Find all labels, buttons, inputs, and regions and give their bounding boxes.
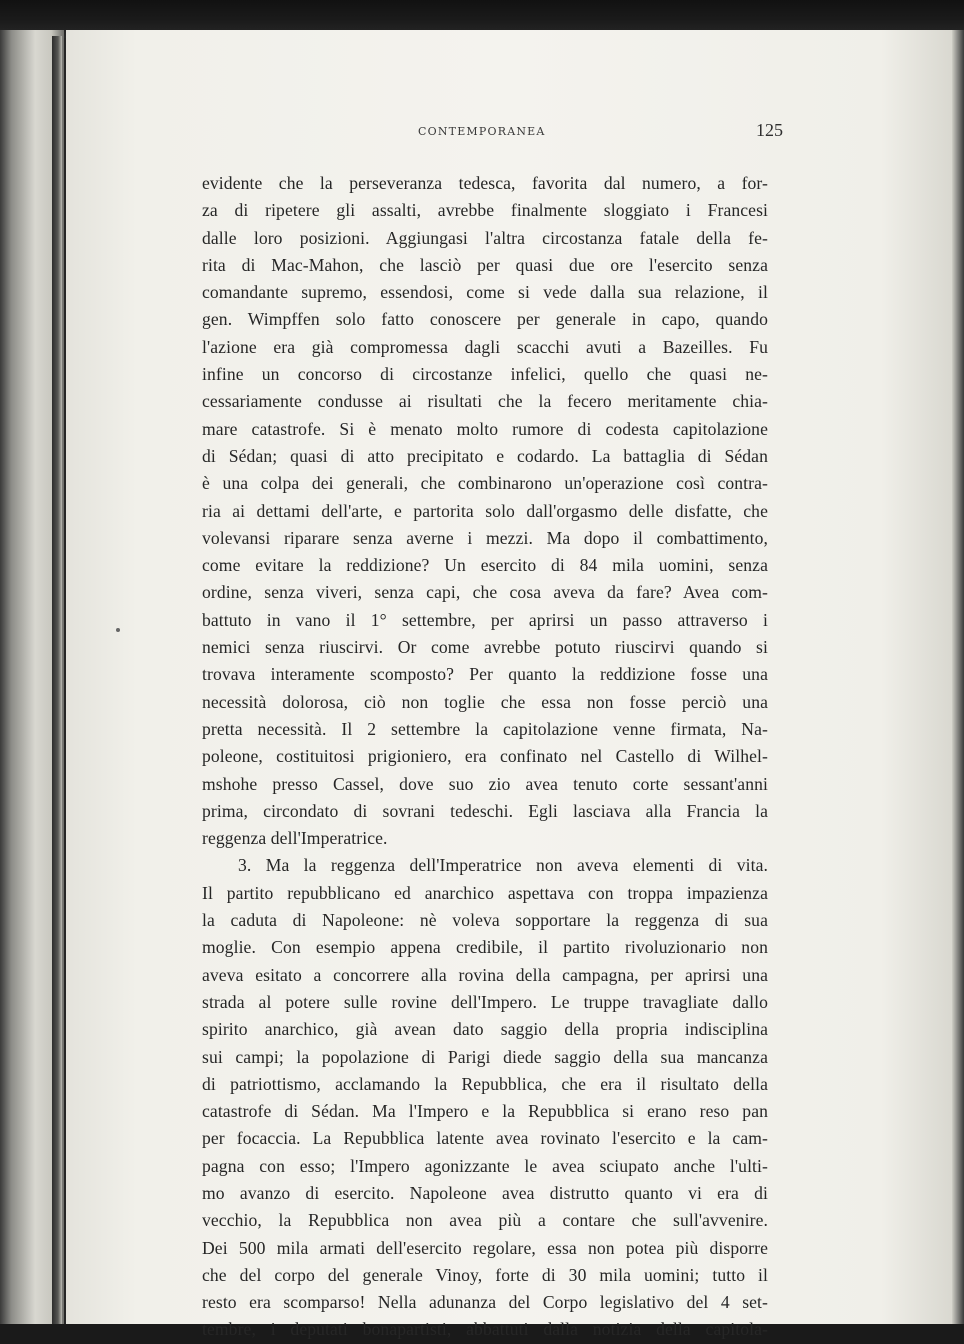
text-line: reggenza dell'Imperatrice. (202, 828, 388, 849)
text-line: vecchio, la Repubblica non avea più a contare che sull'avvenire. (202, 1210, 768, 1231)
text-line: 3. Ma la reggenza dell'Imperatrice non aveva elementi di vita. (238, 855, 768, 876)
text-line: per focaccia. La Repubblica latente avea rovinato l'esercito e la cam- (202, 1128, 768, 1149)
text-line: strada al potere sulle rovine dell'Impero. Le truppe travagliate dallo (202, 991, 768, 1012)
text-line: come evitare la reddizione? Un esercito di 84 mila uomini, senza (202, 555, 768, 576)
text-line: za di ripetere gli assalti, avrebbe finalmente sloggiato i Francesi (202, 200, 768, 221)
text-line: necessità dolorosa, ciò non toglie che essa non fosse perciò una (202, 691, 768, 712)
running-head: CONTEMPORANEA (418, 125, 546, 138)
text-line: pagna con esso; l'Impero agonizzante le avea sciupato anche l'ulti- (202, 1155, 768, 1176)
text-line: volevansi riparare senza averne i mezzi. Ma dopo il combattimento, (202, 527, 768, 548)
text-line: gen. Wimpffen solo fatto conoscere per generale in capo, quando (202, 309, 768, 330)
text-line: di patriottismo, acclamando la Repubblica, che era il risultato della (202, 1073, 768, 1094)
body-text (202, 170, 768, 1344)
text-line: aveva esitato a concorrere alla rovina della campagna, per aprirsi una (202, 964, 768, 985)
text-line: l'azione era già compromessa dagli scacchi avuti a Bazeilles. Fu (202, 336, 768, 357)
text-line: rita di Mac-Mahon, che lasciò per quasi due ore l'esercito senza (202, 254, 768, 275)
text-line: ordine, senza viveri, senza capi, che cosa aveva da fare? Avea com- (202, 582, 768, 603)
text-line: battuto in vano il 1° settembre, per aprirsi un passo attraverso i (202, 609, 768, 630)
text-line: mo avanzo di esercito. Napoleone avea distrutto quanto vi era di (202, 1182, 768, 1203)
text-line: Dei 500 mila armati dell'esercito regolare, essa non potea più disporre (202, 1237, 768, 1258)
text-line: la caduta di Napoleone: nè voleva sopportare la reggenza di sua (202, 910, 768, 931)
book-gutter (52, 36, 62, 1324)
text-line: cessariamente condusse ai risultati che la fecero meritamente chia- (202, 391, 768, 412)
text-line: sui campi; la popolazione di Parigi diede saggio della sua mancanza (202, 1046, 768, 1067)
text-line: spirito anarchico, già avean dato saggio della propria indisciplina (202, 1019, 768, 1040)
text-line: nemici senza riuscirvi. Or come avrebbe potuto riuscirvi quando si (202, 637, 768, 658)
text-line: dalle loro posizioni. Aggiungasi l'altra circostanza fatale della fe- (202, 227, 768, 248)
page-right-edge (952, 30, 964, 1324)
text-line: mare catastrofe. Si è menato molto rumore di codesta capitolazione (202, 418, 768, 439)
text-line: prima, circondato di sovrani tedeschi. Egli lasciava alla Francia la (202, 800, 768, 821)
text-line: di Sédan; quasi di atto precipitato e codardo. La battaglia di Sédan (202, 445, 768, 466)
text-line: Il partito repubblicano ed anarchico aspettava con troppa impazienza (202, 882, 768, 903)
book-page (66, 30, 952, 1340)
text-line: resto era scomparso! Nella adunanza del Corpo legislativo del 4 set- (202, 1292, 768, 1313)
text-line: infine un concorso di circostanze infelici, quello che quasi ne- (202, 364, 768, 385)
text-line: poleone, costituitosi prigioniero, era confinato nel Castello di Wilhel- (202, 746, 768, 767)
text-line: trovava interamente scomposto? Per quanto la reddizione fosse una (202, 664, 768, 685)
text-line: catastrofe di Sédan. Ma l'Impero e la Repubblica si erano reso pan (202, 1101, 768, 1122)
text-line: ria ai dettami dell'arte, e partorita solo dall'orgasmo delle disfatte, che (202, 500, 768, 521)
text-line: è una colpa dei generali, che combinarono un'operazione così contra- (202, 473, 768, 494)
text-line: comandante supremo, essendosi, come si vede dalla sua relazione, il (202, 282, 768, 303)
text-line: pretta necessità. Il 2 settembre la capitolazione venne firmata, Na- (202, 718, 768, 739)
margin-mark (116, 628, 120, 632)
page-number: 125 (756, 120, 783, 140)
text-line: evidente che la perseveranza tedesca, favorita dal numero, a for- (202, 173, 768, 193)
text-line: moglie. Con esempio appena credibile, il partito rivoluzionario non (202, 937, 768, 958)
text-line: tembre, i deputati bonapartisti, abbattuti dalla notizia della capitola- (202, 1319, 768, 1340)
text-line: che del corpo del generale Vinoy, forte di 30 mila uomini; tutto il (202, 1264, 768, 1285)
text-line: mshohe presso Cassel, dove suo zio avea tenuto corte sessant'anni (202, 773, 768, 794)
